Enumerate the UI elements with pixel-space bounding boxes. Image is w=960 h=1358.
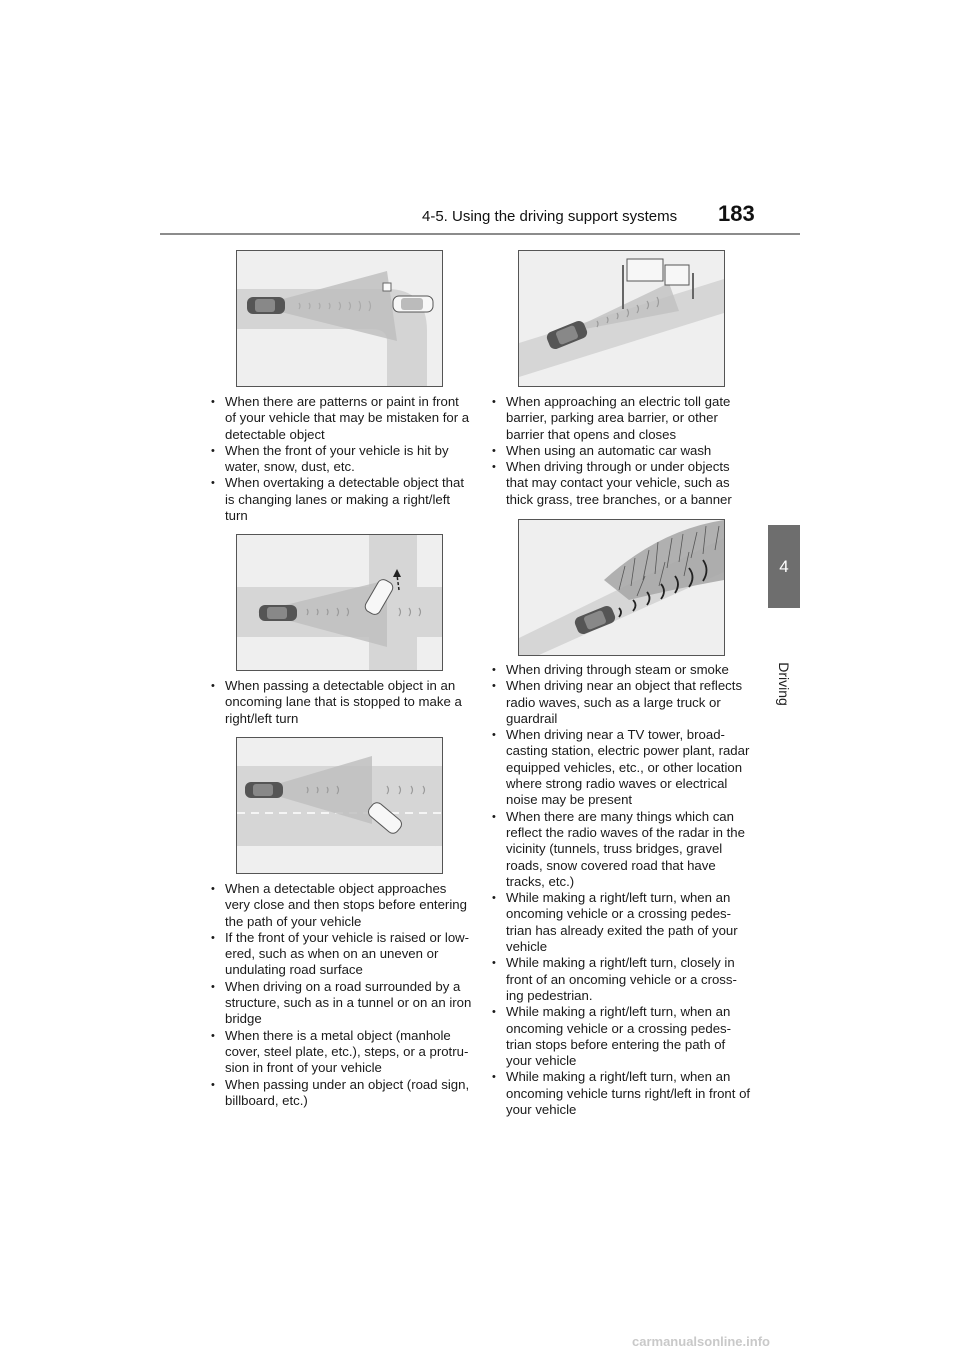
list-item: • While making a right/left turn, when an oncoming vehicle turns right/left in front of your vehicle bbox=[491, 1069, 753, 1118]
list-item: • When using an automatic car wash bbox=[491, 443, 753, 459]
list-item: • When there are many things which can reflect the radio waves of the radar in the vicinity (tunnels, truss bridges, gravel roads, snow covered road that have tracks, etc.) bbox=[491, 809, 753, 890]
list-item: • When driving through steam or smoke bbox=[491, 662, 753, 678]
list-item: • When driving on a road surrounded by a structure, such as in a tunnel or on an iron bridge bbox=[210, 979, 472, 1028]
list-item: • When the front of your vehicle is hit by water, snow, dust, etc. bbox=[210, 443, 472, 476]
header-rule bbox=[160, 233, 800, 235]
radar-overhead-sign-illustration bbox=[518, 250, 725, 387]
list-item: • When driving through or under objects that may contact your vehicle, such as thick grass, tree branches, or a banner bbox=[491, 459, 753, 508]
page-number: 183 bbox=[718, 201, 755, 226]
radar-passing-vehicle-illustration bbox=[236, 737, 443, 874]
chapter-label: Driving bbox=[776, 662, 792, 706]
radar-grass-illustration bbox=[518, 519, 725, 656]
list-item: • When approaching an electric toll gate barrier, parking area barrier, or other barrier that opens and closes bbox=[491, 394, 753, 443]
list-item: • When there is a metal object (manhole cover, steel plate, etc.), steps, or a protru-sion in front of your vehicle bbox=[210, 1028, 472, 1077]
list-item: • When driving near a TV tower, broad-casting station, electric power plant, radar equipped vehicles, etc., or other location where strong radio waves or electrical noise may be present bbox=[491, 727, 753, 808]
left-list-1 bbox=[210, 394, 472, 524]
right-list-1 bbox=[491, 394, 753, 508]
left-list-2 bbox=[210, 678, 472, 727]
right-list-2 bbox=[491, 662, 753, 1118]
list-item: • When overtaking a detectable object that is changing lanes or making a right/left turn bbox=[210, 475, 472, 524]
list-item: • When passing under an object (road sign, billboard, etc.) bbox=[210, 1077, 472, 1110]
left-list-3 bbox=[210, 881, 472, 1109]
list-item: • While making a right/left turn, closely in front of an oncoming vehicle or a cross-ing pedestrian. bbox=[491, 955, 753, 1004]
list-item: • When there are patterns or paint in front of your vehicle that may be mistaken for a detectable object bbox=[210, 394, 472, 443]
chapter-tab: 4 bbox=[768, 525, 800, 608]
list-item: • While making a right/left turn, when an oncoming vehicle or a crossing pedes-trian stops before entering the path of your vehicle bbox=[491, 1004, 753, 1069]
list-item: • When driving near an object that reflects radio waves, such as a large truck or guardrail bbox=[491, 678, 753, 727]
list-item: • When a detectable object approaches very close and then stops before entering the path of your vehicle bbox=[210, 881, 472, 930]
radar-turning-vehicle-illustration bbox=[236, 534, 443, 671]
list-item: • When passing a detectable object in an oncoming lane that is stopped to make a right/left turn bbox=[210, 678, 472, 727]
list-item: • While making a right/left turn, when an oncoming vehicle or a crossing pedes-trian has already exited the path of your vehicle bbox=[491, 890, 753, 955]
section-title: 4-5. Using the driving support systems bbox=[422, 208, 678, 225]
radar-curve-illustration bbox=[236, 250, 443, 387]
list-item: • If the front of your vehicle is raised or low-ered, such as when on an uneven or undulating road surface bbox=[210, 930, 472, 979]
watermark: carmanualsonline.info bbox=[632, 1334, 770, 1349]
